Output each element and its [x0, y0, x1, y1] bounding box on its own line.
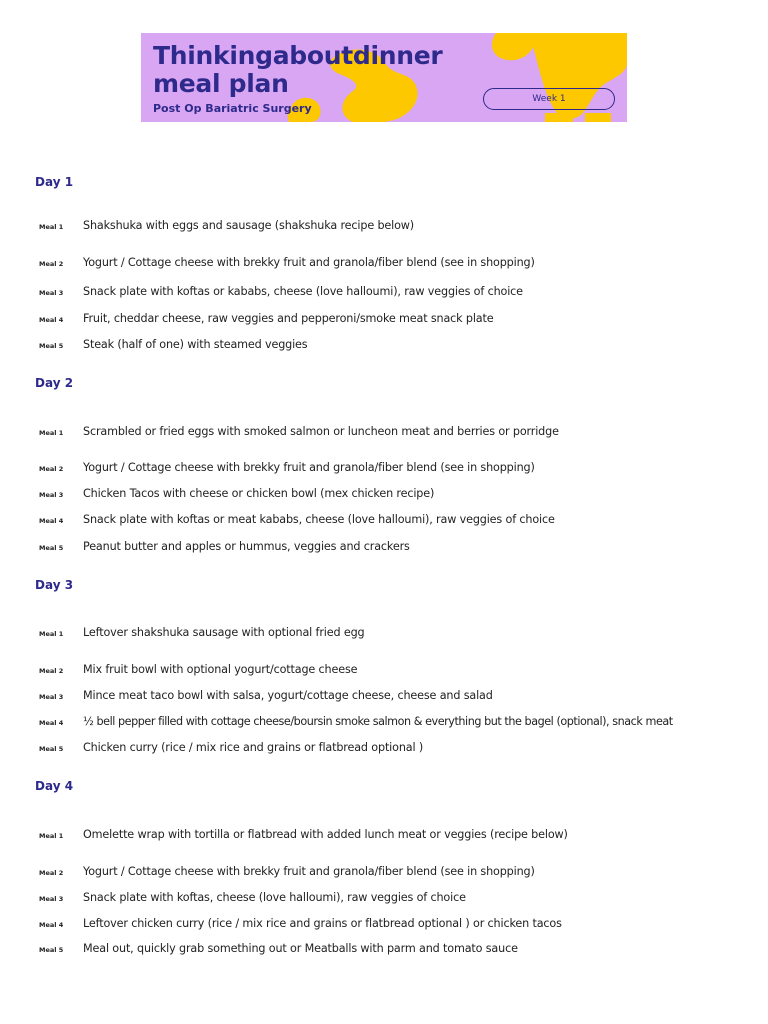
- meal-description: Mince meat taco bowl with salsa, yogurt/cottage cheese, cheese and salad: [83, 689, 493, 702]
- meal-label: Meal 3: [39, 491, 64, 499]
- meal-label: Meal 2: [39, 465, 64, 473]
- title-line-1: Thinkingaboutdinner: [153, 41, 443, 70]
- meal-description: Shakshuka with eggs and sausage (shakshuka recipe below): [83, 219, 415, 232]
- meal-description: Snack plate with koftas, cheese (love halloumi), raw veggies of choice: [83, 891, 466, 904]
- meal-description: Fruit, cheddar cheese, raw veggies and pepperoni/smoke meat snack plate: [83, 312, 494, 325]
- day-2-heading: Day 2: [35, 376, 74, 390]
- meal-label: Meal 4: [39, 921, 64, 929]
- meal-label: Meal 3: [39, 895, 64, 903]
- meal-label: Meal 5: [39, 544, 64, 552]
- meal-description: Chicken Tacos with cheese or chicken bowl (mex chicken recipe): [83, 487, 435, 500]
- day-3-meal-2: [0, 663, 768, 679]
- page-title: [153, 42, 442, 98]
- meal-description: Yogurt / Cottage cheese with brekky fruit and granola/fiber blend (see in shopping): [83, 461, 535, 474]
- meal-label: Meal 5: [39, 745, 64, 753]
- day-1-meal-5: [0, 338, 768, 354]
- day-4-meal-2: [0, 865, 768, 881]
- day-3-heading: Day 3: [35, 578, 74, 592]
- meal-description: Mix fruit bowl with optional yogurt/cottage cheese: [83, 663, 358, 676]
- meal-description: Peanut butter and apples or hummus, veggies and crackers: [83, 540, 410, 553]
- day-4-meal-1: [0, 828, 768, 844]
- meal-label: Meal 1: [39, 630, 64, 638]
- page-subtitle: Post Op Bariatric Surgery: [153, 102, 312, 115]
- day-4-meal-5: [0, 942, 768, 958]
- day-2-meal-2: [0, 461, 768, 477]
- day-1-heading: Day 1: [35, 175, 74, 189]
- header-banner: [141, 33, 627, 122]
- meal-description: Chicken curry (rice / mix rice and grains or flatbread optional ): [83, 741, 424, 754]
- meal-label: Meal 4: [39, 316, 64, 324]
- meal-label: Meal 1: [39, 832, 64, 840]
- meal-description: Leftover chicken curry (rice / mix rice and grains or flatbread optional ) or chicken tacos: [83, 917, 562, 930]
- day-3-meal-3: [0, 689, 768, 705]
- meal-label: Meal 2: [39, 869, 64, 877]
- day-2-meal-4: [0, 513, 768, 529]
- title-line-2: meal plan: [153, 69, 289, 98]
- meal-description: Meal out, quickly grab something out or Meatballs with parm and tomato sauce: [83, 942, 518, 955]
- meal-description: ½ bell pepper filled with cottage cheese/boursin smoke salmon & everything but the bagel (optional), snack meat: [83, 715, 673, 728]
- day-4-meal-3: [0, 891, 768, 907]
- day-2-meal-5: [0, 540, 768, 556]
- day-3-meal-1: [0, 626, 768, 642]
- meal-description: Yogurt / Cottage cheese with brekky fruit and granola/fiber blend (see in shopping): [83, 256, 535, 269]
- day-4-heading: Day 4: [35, 779, 74, 793]
- meal-description: Yogurt / Cottage cheese with brekky fruit and granola/fiber blend (see in shopping): [83, 865, 535, 878]
- day-2-meal-3: [0, 487, 768, 503]
- meal-description: Omelette wrap with tortilla or flatbread with added lunch meat or veggies (recipe below): [83, 828, 568, 841]
- meal-label: Meal 3: [39, 289, 64, 297]
- week-badge: Week 1: [483, 88, 615, 110]
- day-1-meal-2: [0, 256, 768, 272]
- day-3-meal-4: [0, 715, 768, 731]
- meal-description: Leftover shakshuka sausage with optional fried egg: [83, 626, 365, 639]
- day-1-meal-3: [0, 285, 768, 301]
- meal-label: Meal 3: [39, 693, 64, 701]
- meal-label: Meal 2: [39, 667, 64, 675]
- meal-label: Meal 5: [39, 342, 64, 350]
- meal-label: Meal 1: [39, 429, 64, 437]
- meal-description: Steak (half of one) with steamed veggies: [83, 338, 308, 351]
- meal-label: Meal 4: [39, 719, 64, 727]
- day-3-meal-5: [0, 741, 768, 757]
- meal-label: Meal 2: [39, 260, 64, 268]
- meal-description: Snack plate with koftas or meat kababs, cheese (love halloumi), raw veggies of choice: [83, 513, 555, 526]
- day-1-meal-1: [0, 219, 768, 235]
- day-2-meal-1: [0, 425, 768, 441]
- day-1-meal-4: [0, 312, 768, 328]
- day-4-meal-4: [0, 917, 768, 933]
- meal-description: Snack plate with koftas or kababs, cheese (love halloumi), raw veggies of choice: [83, 285, 523, 298]
- meal-description: Scrambled or fried eggs with smoked salmon or luncheon meat and berries or porridge: [83, 425, 559, 438]
- meal-label: Meal 5: [39, 946, 64, 954]
- meal-label: Meal 4: [39, 517, 64, 525]
- meal-label: Meal 1: [39, 223, 64, 231]
